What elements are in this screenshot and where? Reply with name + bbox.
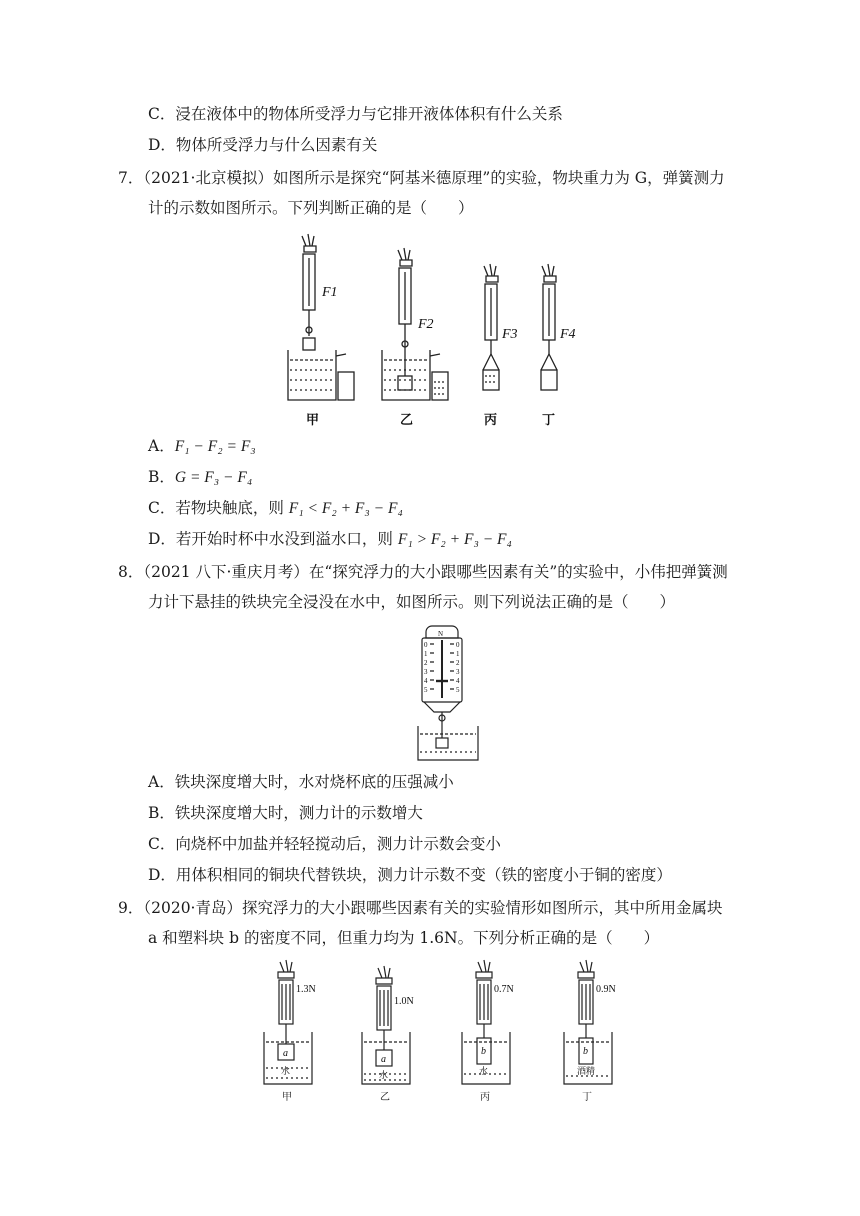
question-9-stem-cont: a 和塑料块 b 的密度不同，但重力均为 1.6N。下列分析正确的是（ ） xyxy=(148,929,660,947)
label-f1: F1 xyxy=(322,285,338,300)
q8-option-a: A．铁块深度增大时，水对烧杯底的压强减小 xyxy=(148,773,454,791)
reading-bing: 0.7N xyxy=(494,984,514,995)
q8-option-c: C．向烧杯中加盐并轻轻搅动后，测力计示数会变小 xyxy=(148,835,501,853)
tick-0-left: 0 xyxy=(424,641,428,649)
tick-2-right: 2 xyxy=(456,659,460,667)
block-a-yi: a xyxy=(381,1054,386,1065)
caption-jia-9: 甲 xyxy=(282,1092,292,1103)
reading-jia: 1.3N xyxy=(296,984,316,995)
reading-ding: 0.9N xyxy=(596,984,616,995)
caption-yi: 乙 xyxy=(400,412,414,427)
tick-4-right: 4 xyxy=(456,677,460,685)
liquid-jia: 水 xyxy=(281,1066,291,1076)
block-b-ding: b xyxy=(583,1046,588,1057)
setup-yi xyxy=(382,248,448,400)
reading-yi: 1.0N xyxy=(394,996,414,1007)
block-b-bing: b xyxy=(481,1046,486,1057)
tick-3-right: 3 xyxy=(456,668,460,676)
q8-option-d: D．用体积相同的铜块代替铁块，测力计示数不变（铁的密度小于铜的密度） xyxy=(148,866,672,884)
question-8-stem-cont: 力计下悬挂的铁块完全浸没在水中，如图所示。则下列说法正确的是（ ） xyxy=(148,593,676,611)
q8-option-b: B．铁块深度增大时，测力计的示数增大 xyxy=(148,804,423,822)
question-9-stem: 9．（2020·青岛）探究浮力的大小跟哪些因素有关的实验情形如图所示，其中所用金属块 xyxy=(118,899,723,917)
caption-jia: 甲 xyxy=(306,412,320,427)
setup-ding xyxy=(541,264,557,390)
scale-unit: N xyxy=(438,630,444,638)
setup-bing xyxy=(483,264,499,390)
archimedes-figure xyxy=(284,232,594,432)
tick-4-left: 4 xyxy=(424,677,428,685)
caption-bing-9: 丙 xyxy=(480,1092,490,1103)
spring-scale-figure xyxy=(412,622,488,764)
question-7-stem: 7．（2021·北京模拟）如图所示是探究“阿基米德原理”的实验，物块重力为 G，弹簧测力 xyxy=(118,169,725,187)
tick-0-right: 0 xyxy=(456,641,460,649)
q7-option-d: D．若开始时杯中水没到溢水口，则 F₁ > F₂ + F₃ − F₄ xyxy=(148,530,512,548)
liquid-ding: 酒精 xyxy=(577,1066,596,1076)
question-7-stem-cont: 计的示数如图所示。下列判断正确的是（ ） xyxy=(148,199,474,217)
tick-1-left: 1 xyxy=(424,650,428,658)
setup-yi-9 xyxy=(362,966,410,1084)
label-f3: F3 xyxy=(502,327,518,342)
caption-bing: 丙 xyxy=(484,412,498,427)
tick-2-left: 2 xyxy=(424,659,428,667)
caption-ding-9: 丁 xyxy=(582,1092,592,1103)
label-f2: F2 xyxy=(418,317,434,332)
q7-option-c: C．若物块触底，则 F₁ < F₂ + F₃ − F₄ xyxy=(148,499,403,517)
option-c-prev: C．浸在液体中的物体所受浮力与它排开液体体积有什么关系 xyxy=(148,105,563,123)
caption-yi-9: 乙 xyxy=(380,1092,390,1103)
liquid-yi: 水 xyxy=(379,1070,389,1080)
option-d-prev: D．物体所受浮力与什么因素有关 xyxy=(148,136,378,154)
caption-ding: 丁 xyxy=(542,412,556,427)
block-a-jia: a xyxy=(283,1048,288,1059)
question-8-stem: 8．（2021 八下·重庆月考）在“探究浮力的大小跟哪些因素有关”的实验中，小伟把弹簧测 xyxy=(118,563,728,581)
buoyancy-figure xyxy=(244,958,624,1104)
setup-jia xyxy=(288,234,354,400)
tick-5-right: 5 xyxy=(456,686,460,694)
label-f4: F4 xyxy=(560,327,576,342)
tick-3-left: 3 xyxy=(424,668,428,676)
tick-1-right: 1 xyxy=(456,650,460,658)
q7-option-b: B．G = F₃ − F₄ xyxy=(148,468,253,486)
q7-option-a: A．F₁ − F₂ = F₃ xyxy=(148,437,256,455)
tick-5-left: 5 xyxy=(424,686,428,694)
liquid-bing: 水 xyxy=(479,1066,489,1076)
